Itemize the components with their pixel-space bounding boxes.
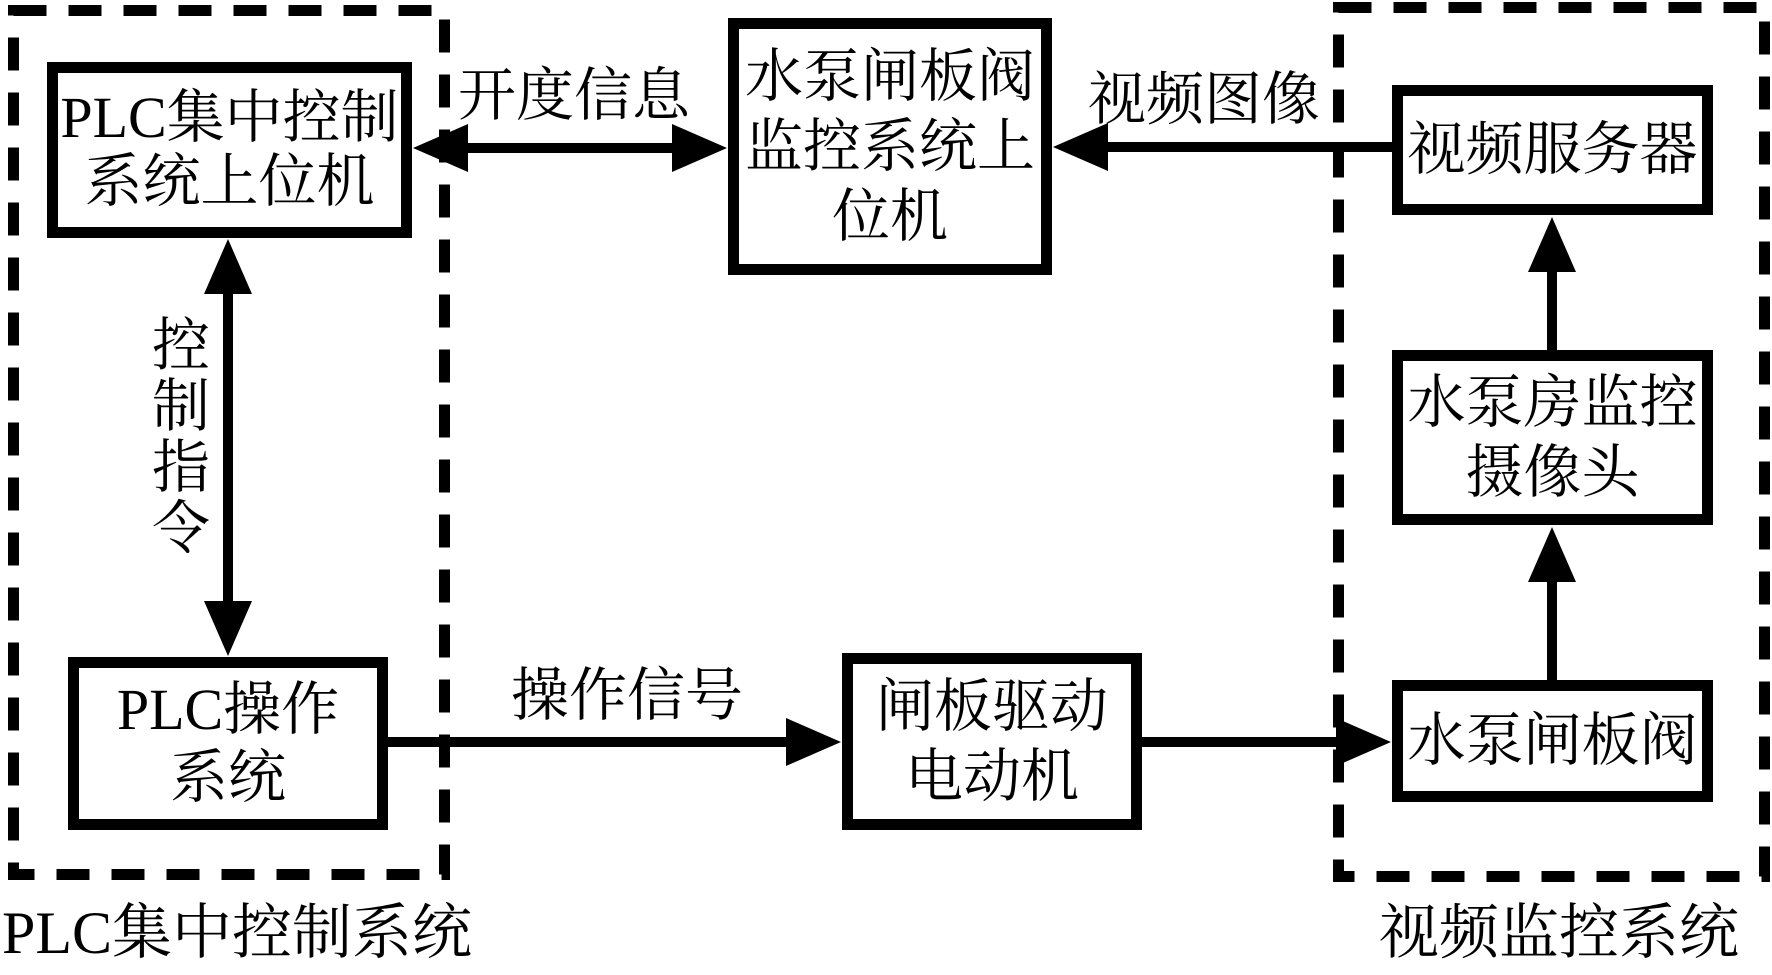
edge-label-op-signal: 操作信号 <box>511 663 744 728</box>
node-plc-op <box>68 657 388 830</box>
node-pump-valve-line1: 水泵闸板阀 <box>1407 708 1698 773</box>
arrow-control-cmd-head-up <box>204 239 252 294</box>
node-gate-motor-line1: 闸板驱动 <box>875 673 1108 739</box>
arrow-opening-info-head-right <box>672 124 727 172</box>
edge-label-opening-info: 开度信息 <box>458 63 691 128</box>
node-pump-valve-host-line2: 监控系统上 <box>744 113 1035 179</box>
edge-label-video-image: 视频图像 <box>1088 67 1321 132</box>
arrow-camera-to-server-head <box>1528 217 1576 272</box>
arrow-valve-to-camera-head <box>1528 527 1576 582</box>
node-plc-host-line1: PLC集中控制 <box>60 85 399 150</box>
group-label-video-system: 视频监控系统 <box>1379 900 1739 966</box>
arrow-op-signal-head <box>786 718 841 766</box>
arrow-motor-to-valve-head <box>1336 718 1391 766</box>
node-pump-valve-host-line1: 水泵闸板阀 <box>744 43 1035 109</box>
edge-label-control-cmd: 控制指令 <box>143 314 208 558</box>
node-plc-host <box>47 62 412 238</box>
node-plc-op-line2: 系统 <box>169 744 286 810</box>
node-video-server-line1: 视频服务器 <box>1407 117 1698 182</box>
node-pump-valve-host <box>728 18 1052 275</box>
node-pump-camera-line1: 水泵房监控 <box>1407 369 1698 435</box>
node-gate-motor-line2: 电动机 <box>904 743 1079 809</box>
node-plc-host-line2: 系统上位机 <box>84 149 375 214</box>
arrow-control-cmd-head-down <box>204 601 252 656</box>
node-pump-camera <box>1392 350 1713 525</box>
node-pump-camera-line2: 摄像头 <box>1465 439 1640 505</box>
group-label-plc-system: PLC集中控制系统 <box>2 900 473 966</box>
node-plc-op-line1: PLC操作 <box>116 676 340 742</box>
node-pump-valve-host-line3: 位机 <box>831 183 948 249</box>
node-video-server <box>1392 85 1713 215</box>
node-pump-valve <box>1392 680 1713 802</box>
node-gate-motor <box>842 653 1142 830</box>
